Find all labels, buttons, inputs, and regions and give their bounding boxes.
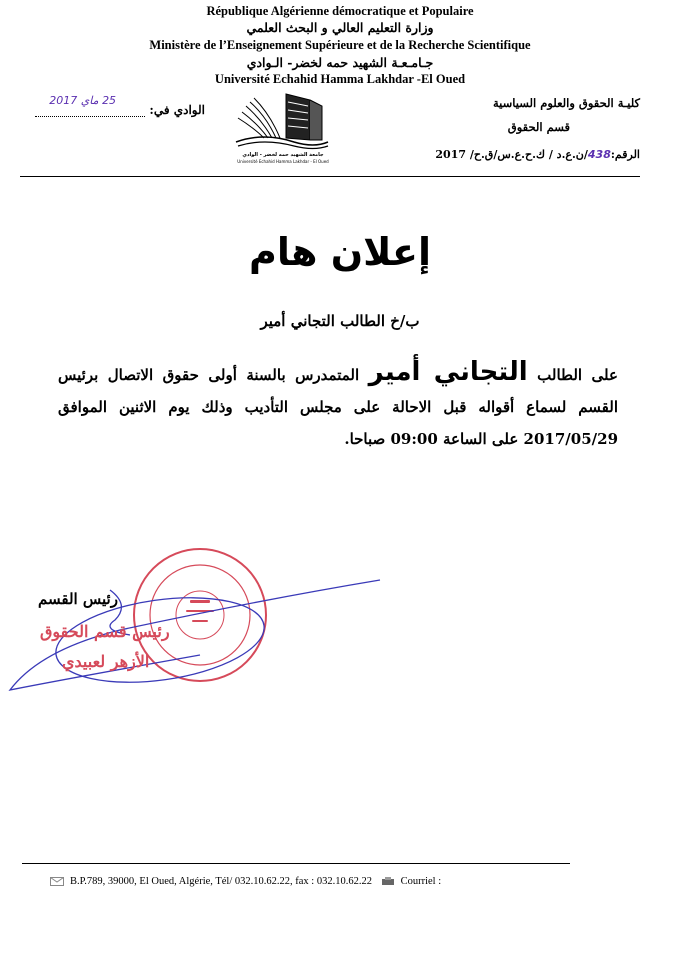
announcement-body	[58, 356, 618, 455]
faculty-name: كليـة الحقوق والعلوم السياسية	[493, 96, 640, 110]
announcement-subject: ب/خ الطالب التجاني أمير	[260, 312, 420, 330]
footer-divider	[22, 863, 570, 864]
announcement-title: إعلان هام	[249, 230, 431, 274]
faculty-block	[380, 96, 640, 144]
stamp-head-name: الأزهر لعبيدي	[62, 652, 150, 671]
fax-icon	[381, 877, 395, 886]
date-handwritten: 25 ماي 2017	[49, 94, 117, 107]
body-main: المتمدرس بالسنة أولى حقوق الاتصال برئيس القسم لسماع أقواله قبل الاحالة على مجلس التأديب وذلك يوم الاثنين الموافق 2017/05/29 على الساعة 09:00 صباحا.	[58, 366, 618, 448]
university-logo-icon	[224, 88, 342, 166]
department-name: قسم الحقوق	[507, 120, 570, 134]
logo-caption-fr: Université Echahid Hamma Lakhdar - El Oued	[237, 159, 329, 164]
footer-address: B.P.789, 39000, El Oued, Algérie, Tél/ 032.10.62.22, fax : 032.10.62.22	[70, 876, 372, 887]
reference-line	[435, 148, 640, 161]
reference-label: الرقم:	[610, 148, 640, 161]
university-title-fr: Université Echahid Hamma Lakhdar -El Oued	[214, 72, 466, 86]
student-name: التجاني أمير	[368, 357, 528, 387]
date-block	[30, 94, 205, 117]
date-field	[35, 94, 145, 117]
signature-title: رئيس القسم	[38, 590, 118, 608]
footer-contact	[50, 876, 441, 887]
body-prefix: على الطالب	[537, 366, 618, 384]
header-divider	[20, 176, 640, 177]
republic-title-fr: République Algérienne démocratique et Populaire	[206, 4, 474, 18]
reference-rest: /ن.ع.د / ك.ح.ع.س/ق.ح/ 2017	[435, 148, 588, 161]
logo-caption-ar: جامعة الشهيد حمه لخضر - الوادي	[242, 152, 324, 158]
ministry-title-fr: Ministère de l’Enseignement Supérieure et de la Recherche Scientifique	[149, 38, 531, 52]
university-logo	[224, 88, 342, 166]
university-title-ar: جـامـعـة الشهيد حمه لخضر- الـوادي	[246, 55, 434, 70]
date-label: الوادي في:	[149, 103, 205, 117]
footer-courriel: Courriel :	[400, 876, 442, 887]
mail-icon	[50, 877, 64, 886]
stamp-department-head: رئيس قسم الحقوق	[40, 622, 170, 641]
ministry-title-ar: وزارة التعليم العالي و البحث العلمي	[246, 20, 434, 35]
reference-number: 438	[587, 148, 611, 161]
